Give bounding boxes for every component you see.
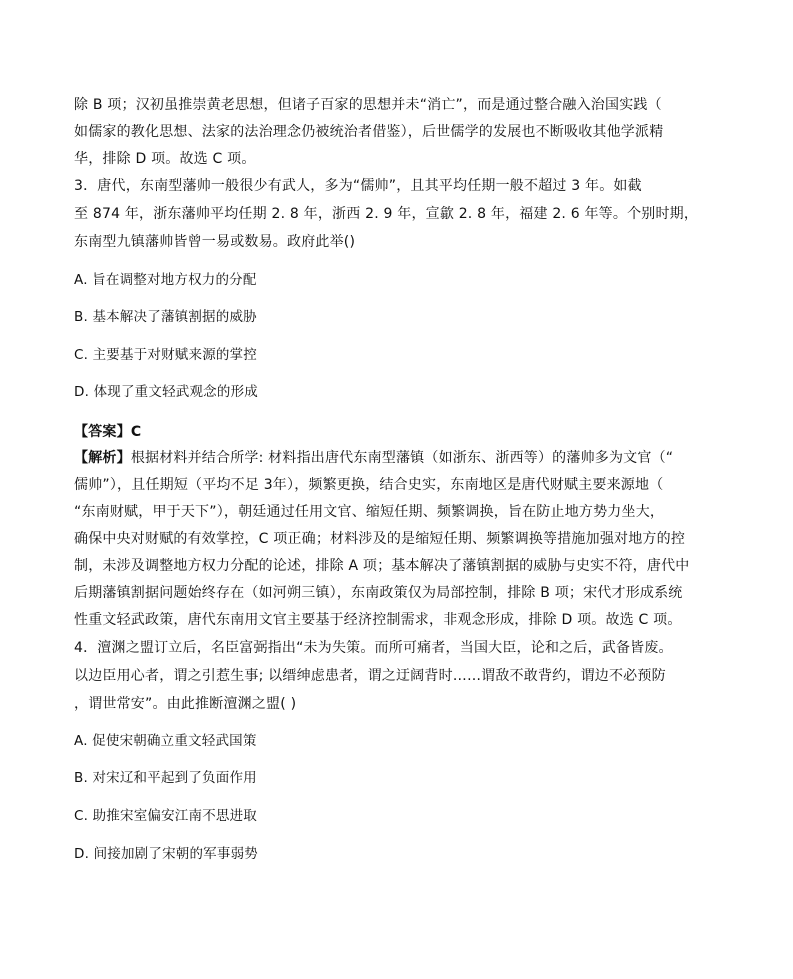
q3-option-a: A. 旨在调整对地方权力的分配 [74, 272, 257, 288]
q3-stem-line-1: 3．唐代，东南型藩帅一般很少有武人，多为“儒帅”，且其平均任期一般不超过 3 年。如截 [74, 178, 642, 194]
q3-analysis-line-3: “东南财赋，甲于天下”），朝廷通过任用文官、缩短任期、频繁调换，旨在防止地方势力坐大， [74, 504, 665, 520]
q4-option-d: D. 间接加剧了宋朝的军事弱势 [74, 846, 258, 862]
q2-analysis-line-3: 华，排除 D 项。故选 C 项。 [74, 151, 256, 167]
q4-option-a: A. 促使宋朝确立重文轻武国策 [74, 733, 257, 749]
answer-label: 【答案】 [74, 424, 131, 440]
analysis-label: 【解析】 [74, 450, 131, 466]
q3-analysis-line-1 [74, 448, 673, 468]
answer-value: C [130, 424, 142, 440]
q3-analysis-line-6: 后期藩镇割据问题始终存在（如河朔三镇），东南政策仅为局部控制，排除 B 项；宋代才形成系统 [74, 585, 683, 601]
q3-analysis-line-5: 制，未涉及调整地方权力分配的论述，排除 A 项；基本解决了藩镇割据的威胁与史实不符，唐代中 [74, 558, 690, 574]
q3-analysis-line-2: 儒帅”），且任期短（平均不足 3年），频繁更换，结合史实，东南地区是唐代财赋主要来源地（ [74, 477, 664, 493]
q3-analysis-line-7: 性重文轻武政策，唐代东南用文官主要基于经济控制需求，非观念形成，排除 D 项。故选 C 项。 [74, 612, 682, 628]
q3-analysis-line-4: 确保中央对财赋的有效掌控，C 项正确；材料涉及的是缩短任期、频繁调换等措施加强对地方的控 [74, 531, 686, 547]
q3-stem-line-3: 东南型九镇藩帅皆曾一易或数易。政府此举() [74, 234, 356, 250]
q4-option-b: B. 对宋辽和平起到了负面作用 [74, 770, 257, 786]
q4-stem-line-3: ，谓世常安”。由此推断澶渊之盟( ) [74, 696, 297, 712]
analysis-text: 根据材料并结合所学: 材料指出唐代东南型藩镇（如浙东、浙西等）的藩帅多为文官（“ [130, 450, 674, 466]
q2-analysis-line-2: 如儒家的教化思想、法家的法治理念仍被统治者借鉴），后世儒学的发展也不断吸收其他学派精 [74, 124, 664, 140]
q3-answer [74, 422, 141, 442]
q3-stem-line-2: 至 874 年，浙东藩帅平均任期 2. 8 年，浙西 2. 9 年，宣歙 2. 8 年，福建 2. 6 年等。个别时期， [74, 206, 699, 222]
q4-stem-line-2: 以边臣用心者，谓之引惹生事; 以缙绅虑患者，谓之迂阔背时……谓敌不敢背约，谓边不必预防 [74, 668, 666, 684]
q3-option-c: C. 主要基于对财赋来源的掌控 [74, 347, 258, 363]
q3-option-d: D. 体现了重文轻武观念的形成 [74, 384, 258, 400]
q4-option-c: C. 助推宋室偏安江南不思进取 [74, 808, 258, 824]
q3-option-b: B. 基本解决了藩镇割据的威胁 [74, 309, 257, 325]
q2-analysis-line-1: 除 B 项；汉初虽推崇黄老思想，但诸子百家的思想并未“消亡”，而是通过整合融入治国实践（ [74, 97, 662, 113]
q4-stem-line-1: 4．澶渊之盟订立后，名臣富弼指出“未为失策。而所可痛者，当国大臣，论和之后，武备皆废。 [74, 640, 673, 656]
